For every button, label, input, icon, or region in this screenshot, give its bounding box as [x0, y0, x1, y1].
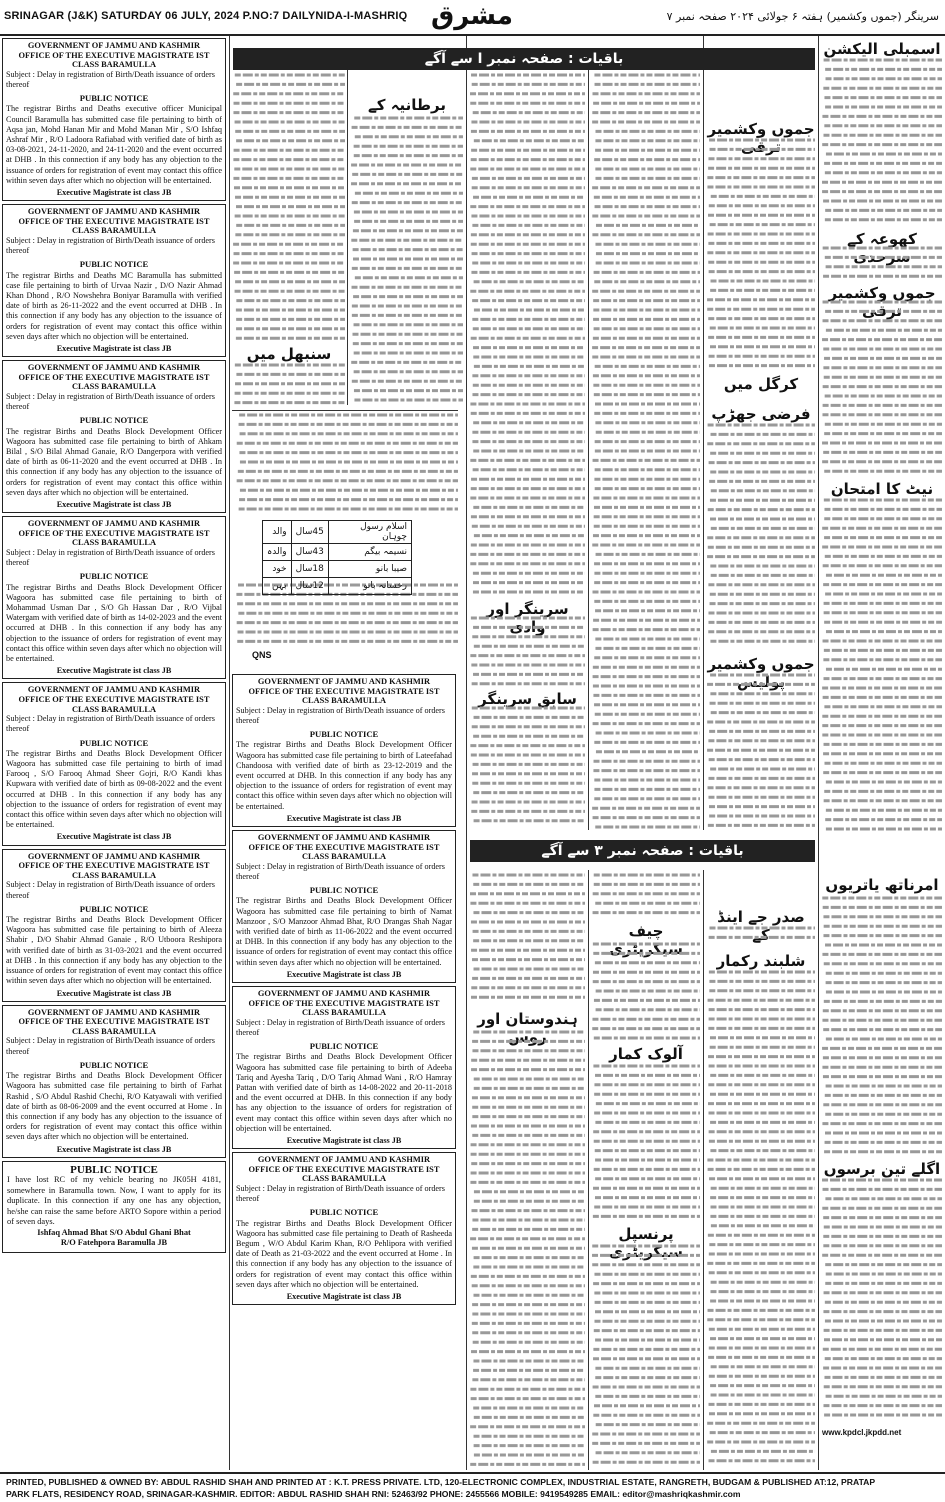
notice-title: PUBLIC NOTICE: [79, 415, 149, 426]
rba-age: 18سال: [291, 561, 328, 578]
notice-body: The registrar Births and Deaths Block Development Officer Wagoora has submitted case file pertaining to birth of Namat Manzoor , S/O Manzoor Ahmad Bhat, R/O Drangas Shah Nagar with verified date of birth as 11-06-2022 and the event occurred at DHB. In this connection if any body has any objection to the issuance of orders for registration of event may contact this office within seven days after which no objection will be entertained.: [236, 896, 452, 967]
column-divider: [818, 36, 819, 1470]
website-url[interactable]: www.kpdcl.jkpdd.net: [822, 1428, 902, 1437]
notice-body: The registrar Births and Deaths Block Development Officer Wagoora has submitted case file pertaining to birth of Ahkam Bilal , S/O Bilal Ahmad Ganaie, R/O Dangerpora with verified date of birth as 06-11-2020 and the event occurred at DHB . In this connection if any body has any objection to the issuance of orders for registration of event may contact this office within seven days after which no objection will be entertained.: [6, 426, 222, 497]
headline: کرگل میں: [723, 375, 799, 393]
public-notice: [2, 1005, 226, 1158]
headline: سنبھل میں: [246, 345, 332, 363]
notice-body: The registrar Births and Deaths Block Development Officer Wagoora has submitted case file pertaining to birth of imad Farooq , S/O Farooq Ahmad Sheer Gojri, R/O Kandi khas Kupwara with verified date of birth as 09-08-2022 and the event occurred at DHB . In this connection if any body has any objection to the issuance of orders for registration of event may contact this office within seven days after which no objection will be entertained.: [6, 748, 222, 830]
notice-subject: Subject : Delay in registration of Birth/Death issuance of orders thereof: [6, 236, 215, 256]
notice-subject: Subject : Delay in registration of Birth/Death issuance of orders thereof: [6, 880, 215, 900]
masthead: [0, 0, 945, 36]
notice-subject: Subject : Delay in registration of Birth/Death issuance of orders thereof: [236, 705, 445, 725]
headline: اگلے تین برسوں: [823, 1160, 941, 1178]
notice-signature: Executive Magistrate ist class JB: [56, 1144, 172, 1154]
notice-title: PUBLIC NOTICE: [79, 737, 149, 748]
notice-title: PUBLIC NOTICE: [309, 885, 379, 896]
notice-signature: Executive Magistrate ist class JB: [56, 666, 172, 676]
notice-subject: Subject : Delay in registration of Birth/Death issuance of orders thereof: [6, 392, 215, 412]
public-notice: [232, 1152, 456, 1305]
notice-body: The registrar Births and Deaths Block Development Officer Wagoora has submitted case file pertaining to birth of Farhat Rashid , S/O Abdul Rashid Chechi, R/O Katyawali with verified date of birth as 08-06-2009 and the event occurred at Home . In this connection if any body has any objection to the issuance of orders for registration of event may contact this office within seven days after which no objection will be entertained.: [6, 1071, 222, 1142]
rc-notice-body: I have lost RC of my vehicle bearing no JK05H 4181, somewhere in Baramulla town. Now, I want to apply for its duplicate. In this connection if any one has any objection, he/she can raise the same before ARTO Sopore within a period of seven days.: [7, 1175, 221, 1227]
notice-title: PUBLIC NOTICE: [79, 1059, 149, 1070]
table-row: [263, 544, 412, 561]
rba-age: 45سال: [291, 521, 328, 544]
notice-header: GOVERNMENT OF JAMMU AND KASHMIR OFFICE OF THE EXECUTIVE MAGISTRATE IST CLASS BARAMULLA: [18, 363, 210, 392]
notice-body: The registrar Births and Deaths Block Development Officer Wagoora has submitted case file pertaining to birth of Aleeza Shabir , D/O Shabir Ahmad Ganaie , R/O Utboora Reshipora with verified date of birth as 31-03-2021 and the event occurred at DHB . In this connection if any body has any objection to the issuance of orders for registration of event may contact this office within seven days after which no objection will be entertained.: [6, 915, 222, 986]
notice-subject: Subject : Delay in registration of Birth/Death issuance of orders thereof: [236, 861, 445, 881]
rba-name: صیبا بانو: [328, 561, 411, 578]
public-notice: [2, 204, 226, 357]
notice-title: PUBLIC NOTICE: [79, 571, 149, 582]
headline: جموں وکشمیر ترقی: [828, 284, 936, 320]
headline: کھوعہ کے سرحدی: [847, 230, 917, 266]
public-notice: [2, 849, 226, 1002]
notice-header: GOVERNMENT OF JAMMU AND KASHMIR OFFICE OF THE EXECUTIVE MAGISTRATE IST CLASS BARAMULLA: [18, 519, 210, 548]
headline: برطانیہ کے: [367, 96, 446, 114]
notice-signature: Executive Magistrate ist class JB: [56, 344, 172, 354]
notice-header: GOVERNMENT OF JAMMU AND KASHMIR OFFICE OF THE EXECUTIVE MAGISTRATE IST CLASS BARAMULLA: [18, 1007, 210, 1036]
headline: صدر جے اینڈ کے: [717, 908, 805, 944]
notice-title: PUBLIC NOTICE: [309, 1041, 379, 1052]
rba-age: 43سال: [291, 544, 328, 561]
rba-name: رخسانہ بانو: [328, 578, 411, 595]
masthead-date-line: SRINAGAR (J&K) SATURDAY 06 JULY, 2024 P.NO:7 DAILYNIDA-I-MASHRIQ: [4, 10, 408, 22]
notice-title: PUBLIC NOTICE: [79, 903, 149, 914]
continued-banner-top: باقیات : صفحہ نمبر ا سے آگے: [233, 48, 815, 70]
column-divider: [703, 870, 704, 1470]
public-notice: [232, 674, 456, 827]
table-row: [263, 578, 412, 595]
headline: اسمبلی الیکشن: [823, 40, 941, 58]
column-divider: [466, 36, 467, 1470]
notice-title: PUBLIC NOTICE: [79, 259, 149, 270]
column-divider: [703, 36, 704, 830]
notice-header: GOVERNMENT OF JAMMU AND KASHMIR OFFICE OF THE EXECUTIVE MAGISTRATE IST CLASS BARAMULLA: [248, 677, 440, 706]
notice-signature: Executive Magistrate ist class JB: [56, 832, 172, 842]
rba-agency-code: QNS: [252, 650, 272, 660]
table-row: [263, 521, 412, 544]
notice-signature: Executive Magistrate ist class JB: [56, 500, 172, 510]
rba-relation: خود: [263, 561, 292, 578]
notice-signature: Executive Magistrate ist class JB: [286, 1136, 402, 1146]
public-notice: [2, 516, 226, 679]
notice-header: GOVERNMENT OF JAMMU AND KASHMIR OFFICE OF THE EXECUTIVE MAGISTRATE IST CLASS BARAMULLA: [18, 685, 210, 714]
column-divider: [588, 70, 589, 830]
rc-lost-notice: [2, 1161, 226, 1253]
notice-title: PUBLIC NOTICE: [79, 93, 149, 104]
notice-title: PUBLIC NOTICE: [309, 729, 379, 740]
headline: پرنسپل سیکریٹری: [609, 1225, 683, 1261]
notice-signature: Executive Magistrate ist class JB: [56, 188, 172, 198]
rc-notice-title: PUBLIC NOTICE: [70, 1163, 158, 1176]
notice-header: GOVERNMENT OF JAMMU AND KASHMIR OFFICE OF THE EXECUTIVE MAGISTRATE IST CLASS BARAMULLA: [18, 851, 210, 880]
notice-body: The registrar Births and Deaths Block Development Officer Wagoora has submitted case file pertaining to birth of Mohammad Usman Dar , S/O Gh Hassan Dar , R/O Vijbal Watergam with verified date of birth as 14-02-2023 and the event occurred at DHB . In this connection if any body has any objection to the issuance of orders for registration of event may contact this office within seven days after which no objection will be entertained.: [6, 582, 222, 664]
notice-subject: Subject : Delay in registration of Birth/Death issuance of orders thereof: [6, 548, 215, 568]
imprint-footer: [0, 1472, 945, 1502]
headline: نیٹ کا امتحان: [830, 480, 934, 498]
rba-name: نسیمہ بیگم: [328, 544, 411, 561]
headline: جموں وکشمیر پولیس: [707, 655, 815, 691]
notice-body: The registrar Births and Deaths executive officer Municipal Council Baramulla has submitted case file pertaining to birth of Aqsa jan, Mohd Hanan Mir and Mohd Manan Mir , S/O Ishfaq Ashraf Mir , R/O Ladoora Rafiabad with verified date of birth as 03-08-2021, 24-11-2020, and 24-11-2020 and the event occurred at DHB . In this connection if any body has any objection to the issuance of orders for registration of event may contact this office within seven days after which no objection will be entertained.: [6, 104, 222, 185]
middle-notices-column: [230, 672, 458, 1308]
headline: ہندوستان اور روس: [477, 1010, 578, 1046]
public-notice: [232, 986, 456, 1149]
newspaper-logo: مشرق: [431, 1, 513, 31]
notice-body: The registrar Births and Deaths Block Development Officer Wagoora has submitted case file pertaining to birth of Lateefahad Chandoosa with verified date of birth as 23-12-2019 and the event occurred at DHB. In this connection if any body has any objection to the issuance of orders for registration of event may contact this office within seven days after which no objection will be entertained.: [236, 740, 452, 811]
notice-body: The registrar Births and Deaths Block Development Officer Wagoora has submitted case file pertaining to Death of Rasheeda Begum , W/O Abdul Karim Khan, R/O Pehlipora with verified date of Death as 21-03-2022 and the event occurred at Home . In this connection if any body has any objection to the issuance of orders for registration of event may contact this office within seven days after which no objection will be entertained.: [236, 1218, 452, 1289]
notice-header: GOVERNMENT OF JAMMU AND KASHMIR OFFICE OF THE EXECUTIVE MAGISTRATE IST CLASS BARAMULLA: [248, 833, 440, 862]
left-notices-column: [0, 36, 228, 1255]
rba-relation: والدہ: [263, 544, 292, 561]
notice-subject: Subject : Delay in registration of Birth/Death issuance of orders thereof: [6, 714, 215, 734]
notice-signature: Executive Magistrate ist class JB: [56, 988, 172, 998]
notice-body: The registrar Births and Deaths Block Development Officer Wagoora has submitted case file pertaining to birth of Adeeba Tariq and Ayesha Tariq , D/O Tariq Ahmad Wani , R/O Hamray Pattan with verified date of birth as 14-08-2022 and 20-11-2018 and the event occurred at DHB. In this connection if any body has any objection to the issuance of orders for registration of event may contact this office within seven days after which no objection will be entertained.: [236, 1052, 452, 1133]
public-notice: [2, 360, 226, 513]
notice-header: GOVERNMENT OF JAMMU AND KASHMIR OFFICE OF THE EXECUTIVE MAGISTRATE IST CLASS BARAMULLA: [18, 41, 210, 70]
headline: سابق سرینگر: [478, 690, 577, 708]
notice-header: GOVERNMENT OF JAMMU AND KASHMIR OFFICE OF THE EXECUTIVE MAGISTRATE IST CLASS BARAMULLA: [248, 1155, 440, 1184]
headline: سرینگر اور وادی: [486, 600, 569, 636]
notice-signature: Executive Magistrate ist class JB: [286, 813, 402, 823]
notice-header: GOVERNMENT OF JAMMU AND KASHMIR OFFICE OF THE EXECUTIVE MAGISTRATE IST CLASS BARAMULLA: [248, 989, 440, 1018]
continued-banner-mid: باقیات : صفحہ نمبر ۳ سے آگے: [470, 840, 815, 862]
headline: آلوک کمار: [609, 1045, 683, 1063]
rba-family-table: [262, 520, 412, 595]
notice-subject: Subject : Delay in registration of Birth/Death issuance of orders thereof: [236, 1184, 445, 1204]
masthead-urdu-date: سرینگر (جموں وکشمیر) ہفتہ ۶ جولائی ۲۰۲۴ صفحہ نمبر ۷: [666, 10, 939, 23]
notice-header: GOVERNMENT OF JAMMU AND KASHMIR OFFICE OF THE EXECUTIVE MAGISTRATE IST CLASS BARAMULLA: [18, 207, 210, 236]
rba-age: 12سال: [291, 578, 328, 595]
imprint-line-2: PARK FLATS, RESIDENCY ROAD, SRINAGAR-KASHMIR. EDITOR: ABDUL RASHID SHAH RNI: 52463/92 PHONE: 2455566 MOBILE: 9419549285 EMAIL: editor@mashriqkashmir.com: [6, 1489, 741, 1499]
headline: امرناتھ یاتریوں: [825, 876, 939, 894]
imprint-line-1: PRINTED, PUBLISHED & OWNED BY: ABDUL RASHID SHAH AND PRINTED AT : K.T. PRESS PRIVATE. LTD, 120-ELECTRONIC COMPLEX, INDUSTRIAL ESTATE, RANGRETH, BUDGAM & PUBLISHED AT:12, PRATAP: [6, 1477, 876, 1487]
rba-relation: والد: [263, 521, 292, 544]
public-notice: [2, 38, 226, 201]
notice-subject: Subject : Delay in registration of Birth/Death issuance of orders thereof: [6, 69, 215, 89]
notice-signature: Executive Magistrate ist class JB: [286, 1292, 402, 1302]
notice-subject: Subject : Delay in registration of Birth/Death issuance of orders thereof: [6, 1036, 215, 1056]
headline: شلبند رکمار: [716, 952, 806, 970]
notice-signature: Executive Magistrate ist class JB: [286, 969, 402, 979]
notice-subject: Subject : Delay in registration of Birth/Death issuance of orders thereof: [236, 1017, 445, 1038]
notice-body: The registrar Births and Deaths MC Baramulla has submitted case file pertaining to birth of Urvaa Nazir , D/O Nazir Ahmad Khan Dhond , R/O Nowshehra Boniyar Baramulla with verified date of birth as 26-11-2022 and the event occurred at DHB . In this connection if any body has any objection to the issuance of orders for registration of event may contact this office within seven days after which no objection will be entertained.: [6, 270, 222, 341]
headline: فرضی جھڑپ: [711, 405, 811, 423]
rba-relation: بہن: [263, 578, 292, 595]
headline: جموں وکشمیر ترقی: [707, 120, 815, 156]
column-divider: [347, 70, 348, 405]
table-row: [263, 561, 412, 578]
headline: چیف سیکریٹری: [609, 922, 683, 958]
notice-title: PUBLIC NOTICE: [309, 1207, 379, 1218]
rba-name: اسلام رسول چوہان: [328, 521, 411, 544]
rc-notice-signature: Ishfaq Ahmad Bhat S/O Abdul Ghani Bhat R/O Fatehpora Baramulla JB: [37, 1227, 191, 1248]
public-notice: [232, 830, 456, 983]
public-notice: [2, 682, 226, 845]
column-divider: [588, 870, 589, 1470]
